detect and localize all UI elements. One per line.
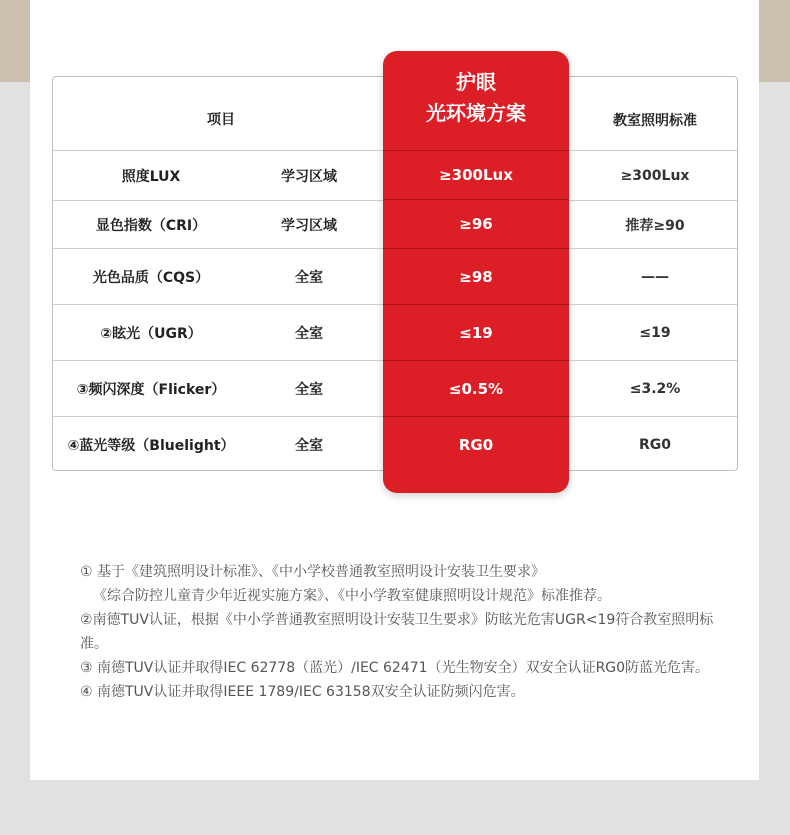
row-area: 全室 [295,437,323,454]
eye-care-highlight-column [383,51,569,493]
row-label: 显色指数（CRI） [95,217,207,234]
row-standard: ≤3.2% [629,380,681,397]
row-standard: 推荐≥90 [625,217,685,234]
header-item: 项目 [207,111,235,128]
row-area: 全室 [295,325,323,342]
highlight-value: ≤0.5% [448,379,504,398]
row-area: 全室 [295,269,323,286]
highlight-value: RG0 [458,435,494,454]
header-standard: 教室照明标准 [613,113,697,129]
highlight-title-line1: 护眼 [456,70,496,94]
footnote: ③ 南德TUV认证并取得IEC 62778（蓝光）/IEC 62471（光生物安全）双安全认证RG0防蓝光危害。 [80,660,710,676]
highlight-value: ≥96 [459,215,493,233]
row-label: 照度LUX [121,168,181,185]
row-label: ③频闪深度（Flicker） [76,381,226,398]
footnote: 《综合防控儿童青少年近视实施方案》、《中小学教室健康照明设计规范》标准推荐。 [93,588,611,604]
row-standard: RG0 [638,436,671,453]
row-area: 学习区域 [281,217,337,234]
row-area: 学习区域 [281,168,337,185]
row-standard: ≥300Lux [620,167,690,184]
row-standard: ≤19 [639,324,671,341]
footnote: ②南德TUV认证，根据《中小学普通教室照明设计安装卫生要求》防眩光危害UGR<19符合教室照明标准。 [80,612,714,652]
highlight-title [383,67,569,129]
row-label: ④蓝光等级（Bluelight） [67,437,235,454]
footnote: ④ 南德TUV认证并取得IEEE 1789/IEC 63158双安全认证防频闪危害。 [80,684,525,700]
row-area: 全室 [295,381,323,398]
row-standard: —— [641,268,669,285]
highlight-title-line2: 光环境方案 [426,101,526,125]
row-label: ②眩光（UGR） [100,325,202,342]
footnotes [80,560,730,704]
row-label: 光色品质（CQS） [92,269,210,286]
highlight-value: ≥98 [459,267,493,286]
highlight-value: ≥300Lux [439,166,513,184]
highlight-value: ≤19 [459,323,493,342]
footnote: ① 基于《建筑照明设计标准》、《中小学校普通教室照明设计安装卫生要求》 [80,564,545,580]
